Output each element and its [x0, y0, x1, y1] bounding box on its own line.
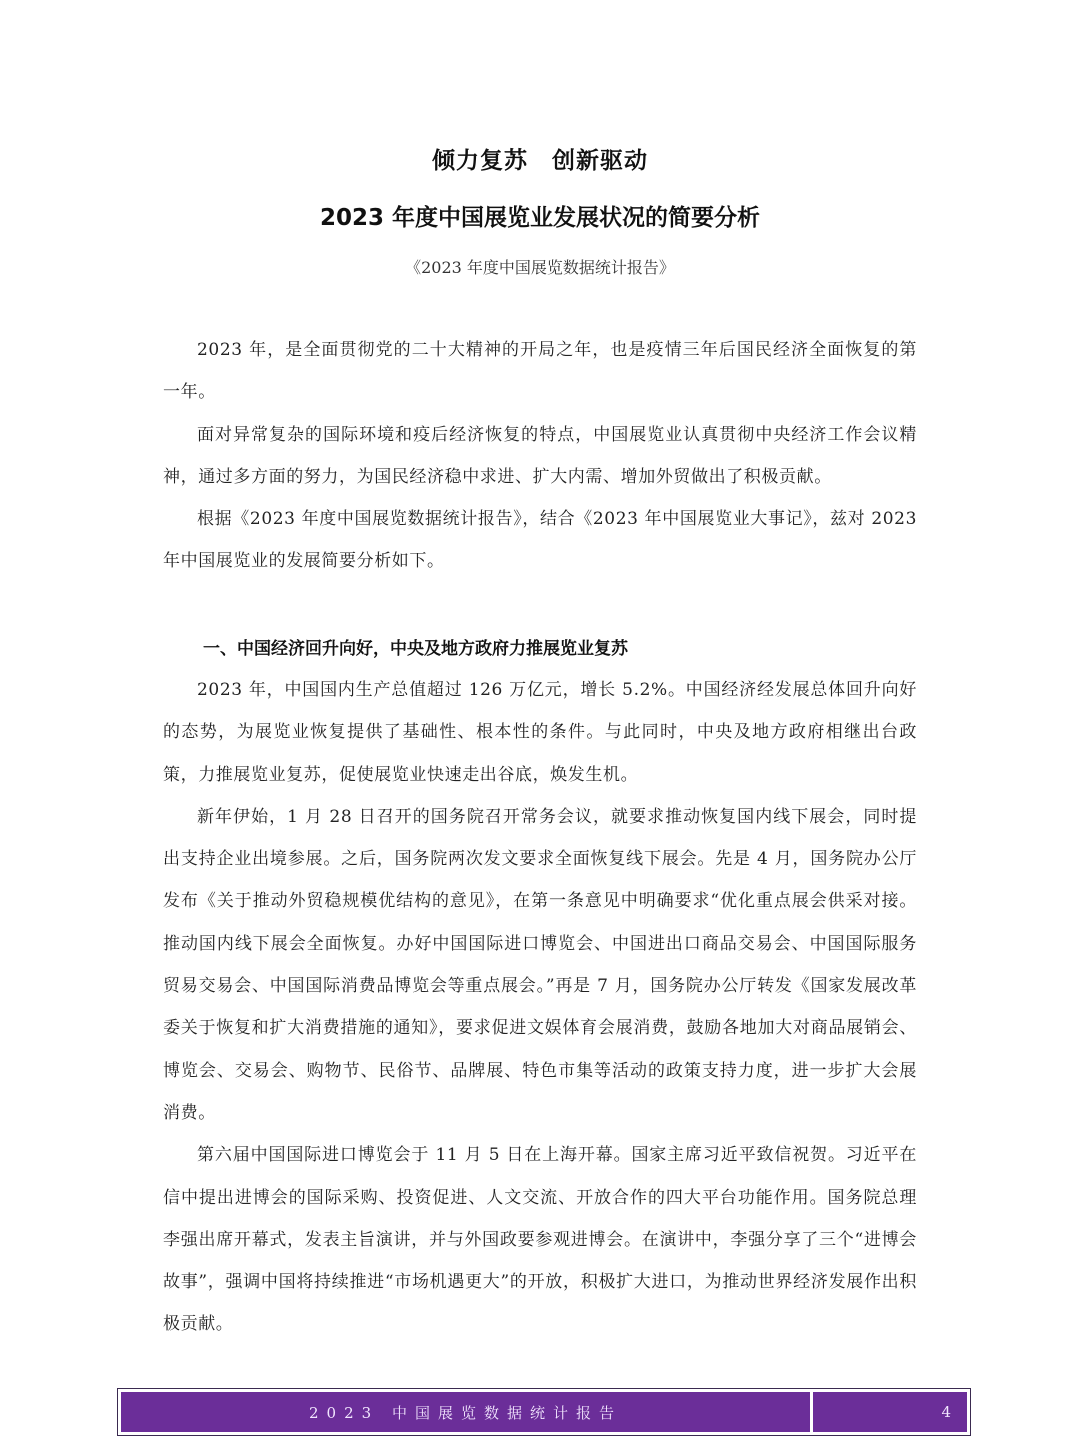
document-subtitle: 《2023 年度中国展览数据统计报告》: [405, 258, 675, 277]
intro-paragraph-3: 根据《2023 年度中国展览数据统计报告》，结合《2023 年中国展览业大事记》，兹对 2023 年中国展览业的发展简要分析如下。: [163, 509, 917, 572]
intro-section: [163, 329, 917, 583]
footer-page-number: 4: [813, 1392, 967, 1432]
section-1-paragraph-1: 2023 年，中国国内生产总值超过 126 万亿元，增长 5.2%。中国经济经发展总体回升向好的态势，为展览业恢复提供了基础性、根本性的条件。与此同时，中央及地方政府相继出台政策，力推展览业复苏，促使展览业快速走出谷底，焕发生机。: [163, 680, 917, 785]
footer-report-name: 2023 中国展览数据统计报告: [121, 1392, 810, 1432]
document-title-line-1: 倾力复苏 创新驱动: [432, 148, 648, 174]
section-1-body: [163, 669, 917, 1346]
section-1-paragraph-3: 第六届中国国际进口博览会于 11 月 5 日在上海开幕。国家主席习近平致信祝贺。习近平在信中提出进博会的国际采购、投资促进、人文交流、开放合作的四大平台功能作用。国务院总理李强出席开幕式，发表主旨演讲，并与外国政要参观进博会。在演讲中，李强分享了三个“进博会故事”，强调中国将持续推进“市场机遇更大”的开放，积极扩大进口，为推动世界经济发展作出积极贡献。: [163, 1145, 917, 1335]
intro-paragraph-1: 2023 年，是全面贯彻党的二十大精神的开局之年，也是疫情三年后国民经济全面恢复的第一年。: [163, 340, 917, 403]
document-title-line-2: 2023 年度中国展览业发展状况的简要分析: [319, 205, 761, 231]
page-footer: [117, 1388, 971, 1436]
footer-inner: [121, 1392, 967, 1432]
section-1-paragraph-2: 新年伊始，1 月 28 日召开的国务院召开常务会议，就要求推动恢复国内线下展会，同时提出支持企业出境参展。之后，国务院两次发文要求全面恢复线下展会。先是 4 月，国务院办公厅发布《关于推动外贸稳规模优结构的意见》，在第一条意见中明确要求“优化重点展会供采对接。推动国内线下展会全面恢复。办好中国国际进口博览会、中国进出口商品交易会、中国国际服务贸易交易会、中国国际消费品博览会等重点展会。”再是 7 月，国务院办公厅转发《国家发展改革委关于恢复和扩大消费措施的通知》，要求促进文娱体育会展消费，鼓励各地加大对商品展销会、博览会、交易会、购物节、民俗节、品牌展、特色市集等活动的政策支持力度，进一步扩大会展消费。: [163, 806, 917, 1123]
section-1-heading: 一、中国经济回升向好，中央及地方政府力推展览业复苏: [203, 639, 628, 659]
intro-paragraph-2: 面对异常复杂的国际环境和疫后经济恢复的特点，中国展览业认真贯彻中央经济工作会议精神，通过多方面的努力，为国民经济稳中求进、扩大内需、增加外贸做出了积极贡献。: [163, 424, 917, 487]
